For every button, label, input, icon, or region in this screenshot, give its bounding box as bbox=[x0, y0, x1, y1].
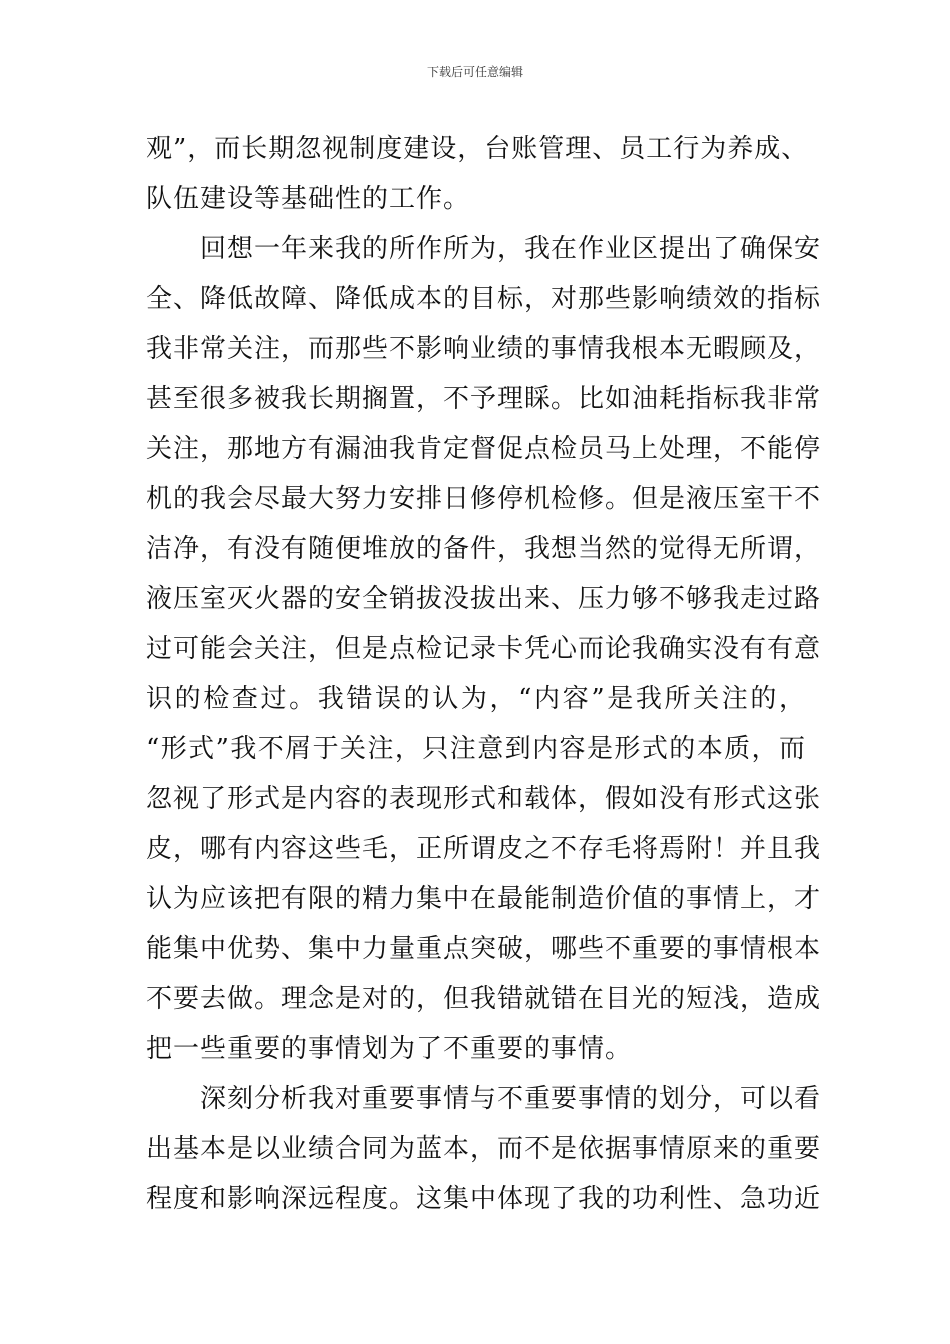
text-line: “形式”我不屑于关注，只注意到内容是形式的本质，而 bbox=[146, 734, 806, 764]
text-line: 能集中优势、集中力量重点突破，哪些不重要的事情根本 bbox=[146, 934, 822, 964]
text-line: 机的我会尽最大努力安排日修停机检修。但是液压室干不 bbox=[146, 484, 822, 514]
text-line: 我非常关注，而那些不影响业绩的事情我根本无暇顾及， bbox=[146, 334, 822, 364]
text-line: 认为应该把有限的精力集中在最能制造价值的事情上，才 bbox=[146, 884, 822, 914]
text-line: 不要去做。理念是对的，但我错就错在目光的短浅，造成 bbox=[146, 984, 822, 1014]
text-line: 识的检查过。我错误的认为，“内容”是我所关注的， bbox=[146, 684, 806, 714]
text-line: 队伍建设等基础性的工作。 bbox=[146, 184, 471, 214]
text-line: 把一些重要的事情划为了不重要的事情。 bbox=[146, 1034, 633, 1064]
text-line: 洁净，有没有随便堆放的备件，我想当然的觉得无所谓， bbox=[146, 534, 822, 564]
page-header: 下载后可任意编辑 bbox=[426, 65, 523, 79]
body-text bbox=[146, 124, 822, 1224]
text-line: 回想一年来我的所作所为，我在作业区提出了确保安 bbox=[200, 234, 822, 264]
text-line: 全、降低故障、降低成本的目标，对那些影响绩效的指标 bbox=[146, 284, 822, 314]
text-line: 忽视了形式是内容的表现形式和载体，假如没有形式这张 bbox=[146, 784, 822, 814]
text-line: 液压室灭火器的安全销拔没拔出来、压力够不够我走过路 bbox=[146, 584, 822, 614]
text-line: 程度和影响深远程度。这集中体现了我的功利性、急功近 bbox=[146, 1184, 822, 1214]
text-line: 皮，哪有内容这些毛，正所谓皮之不存毛将焉附！并且我 bbox=[146, 834, 822, 864]
text-line: 出基本是以业绩合同为蓝本，而不是依据事情原来的重要 bbox=[146, 1134, 822, 1164]
text-line: 深刻分析我对重要事情与不重要事情的划分，可以看 bbox=[200, 1084, 822, 1114]
text-line: 甚至很多被我长期搁置，不予理睬。比如油耗指标我非常 bbox=[146, 384, 822, 414]
text-line: 关注，那地方有漏油我肯定督促点检员马上处理，不能停 bbox=[146, 434, 822, 464]
text-line: 观”，而长期忽视制度建设，台账管理、员工行为养成、 bbox=[146, 134, 809, 164]
text-line: 过可能会关注，但是点检记录卡凭心而论我确实没有有意 bbox=[146, 634, 822, 664]
